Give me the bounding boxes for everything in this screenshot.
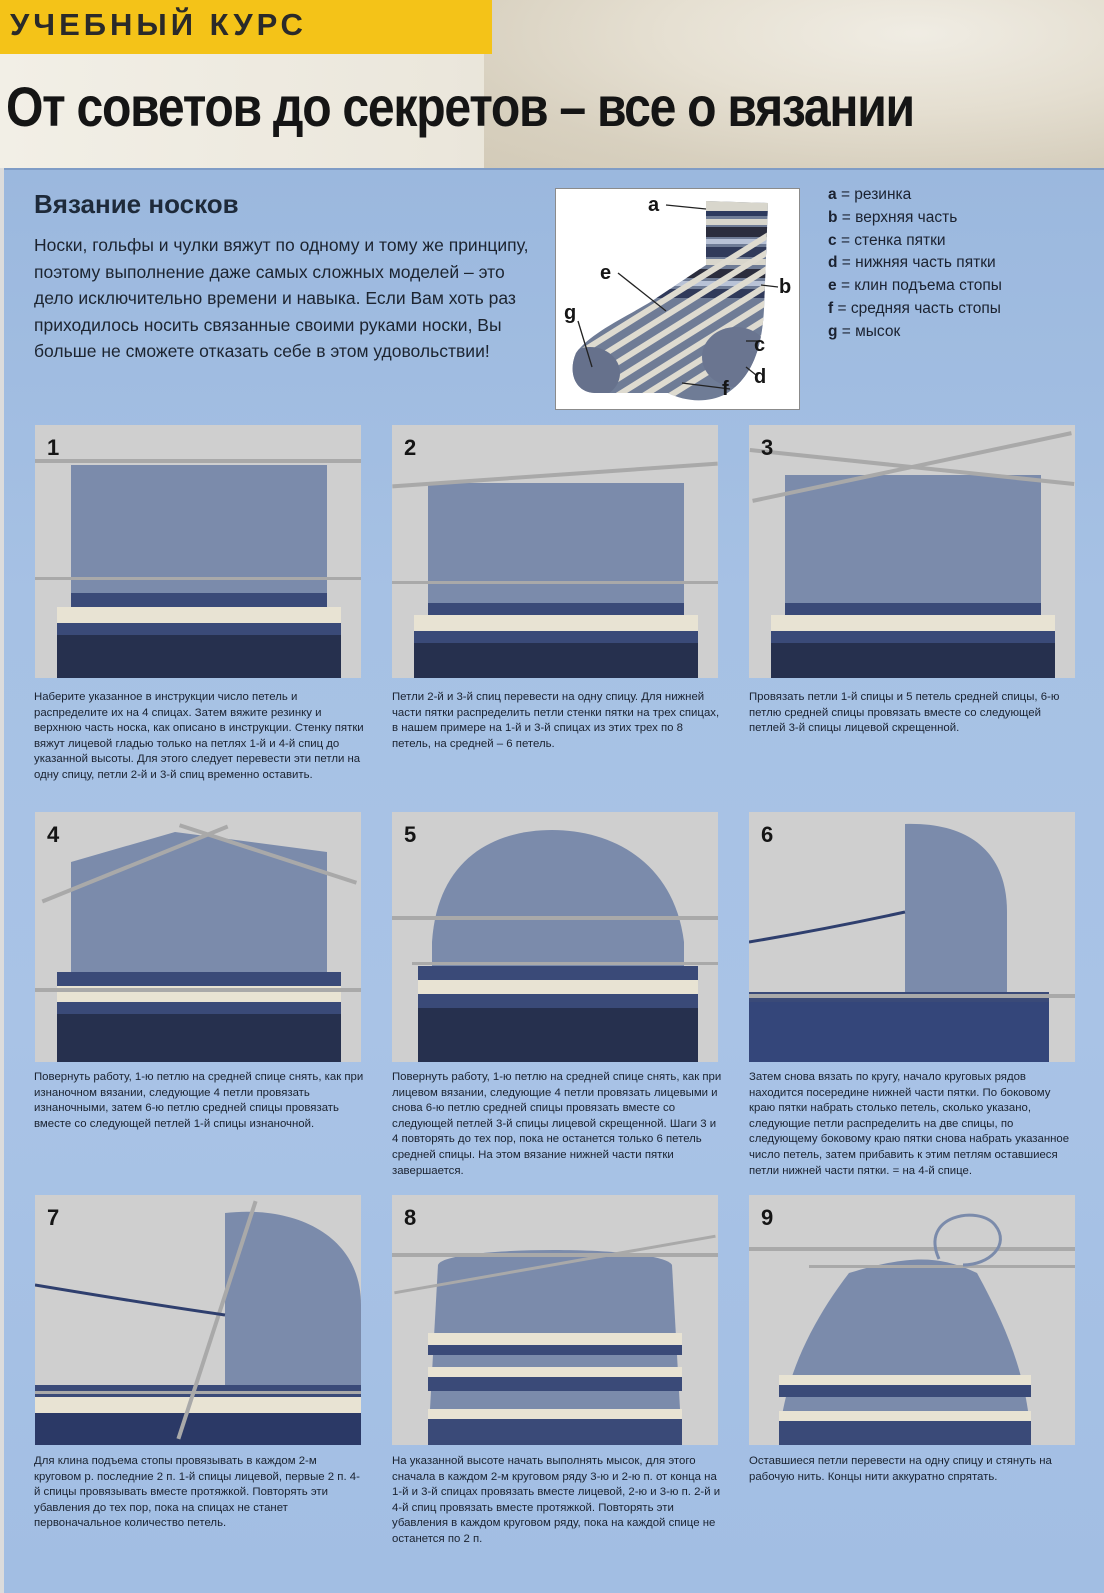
diagram-label-a: a: [648, 194, 660, 216]
legend-item: d = нижняя часть пятки: [828, 254, 996, 272]
step-caption-7: Для клина подъема стопы провязывать в каждом 2-м круговом р. последние 2 п. 1-й спицы лицевой, первые 2 п. 4-й спицы провязывать вместе протяжкой. Повторять эти убавления до тех пор, пока на спицах не станет первоначальное количество петель.: [34, 1455, 360, 1530]
legend-item: g = мысок: [828, 322, 901, 340]
legend-item: e = клин подъема стопы: [828, 277, 1002, 295]
legend-item: b = верхняя часть: [828, 208, 958, 226]
step-number: 1: [47, 435, 60, 460]
page-title: От советов до секретов – все о вязании: [6, 75, 914, 138]
step-number: 9: [761, 1205, 774, 1230]
step-number: 2: [404, 435, 417, 460]
step-caption-1: Наберите указанное в инструкции число петель и распределите их на 4 спицах. Затем вяжите резинку и верхнюю часть носка, как описано в инструкции. Стенку пятки вяжут лицевой гладью только на петлях 1-й и 4-й спиц до указанной высоты. Для этого следует перевести эти петли на одну спицу, петли 2-й и 3-й спиц временно оставить.: [34, 691, 364, 781]
step-caption-6: Затем снова вязать по кругу, начало круговых рядов находится посередине нижней части пятки. По боковому краю пятки набрать столько петель, сколько указано, следующие петли распределить на две спицы, по следующему боковому краю пятки снова набрать указанное число петель, затем прибавить к этим петлям оставшиеся петли нижней части пятки. = на 4-й спице.: [749, 1071, 1070, 1177]
step-caption-8: На указанной высоте начать выполнять мысок, для этого сначала в каждом 2-м круговом ряду 3-ю и 2-ю п. от конца на 1-й и 3-й спицах провязать вместе лицевой, 2-ю и 3-ю п. 2-й и 4-й спиц провязать вместе протяжкой. Повторять эти убавления в каждом круговом ряду, пока на каждой спице не останется по 2 п.: [392, 1455, 721, 1545]
legend-item: a = резинка: [828, 186, 912, 203]
step-caption-4: Повернуть работу, 1-ю петлю на средней спице снять, как при изнаночном вязании, следующие 4 петли провязать изнаночными, затем 6-ю петлю средней спицы провязать вместе со следующей петлей 1-й спицы изнаночной.: [34, 1071, 364, 1130]
section-title: Вязание носков: [34, 189, 239, 219]
step-photo-4: [35, 812, 361, 1062]
step-number: 8: [404, 1205, 417, 1230]
step-caption-9: Оставшиеся петли перевести на одну спицу и стянуть на рабочую нить. Концы нити аккуратно спрятать.: [749, 1455, 1052, 1483]
step-photo-6: [749, 812, 1075, 1062]
step-photo-9: [749, 1195, 1075, 1445]
sock-illustration: [556, 189, 799, 409]
step-photo-5: [392, 812, 718, 1062]
diagram-label-c: c: [754, 334, 766, 356]
diagram-label-d: d: [754, 366, 767, 388]
step-caption-2: Петли 2-й и 3-й спиц перевести на одну спицу. Для нижней части пятки распределить петли стенки пятки на трех спицах, в нашем примере на 1-й и 3-й спицах из этих трех по 8 петель, на средней – 6 петель.: [392, 691, 720, 750]
step-number: 6: [761, 822, 774, 847]
diagram-label-f: f: [722, 378, 729, 400]
step-caption-3: Провязать петли 1-й спицы и 5 петель средней спицы, 6-ю петлю средней спицы провязать вместе со следующей петлей 3-й спицы лицевой скрещенной.: [749, 691, 1060, 735]
intro-paragraph: Носки, гольфы и чулки вяжут по одному и тому же принципу, поэтому выполнение даже самых сложных моделей – это дело исключительно времени и навыка. Если Вам хоть раз приходилось носить связанные своими руками носки, Вы больше не сможете отказать себе в этом удовольствии!: [34, 235, 529, 361]
step-number: 4: [47, 822, 60, 847]
legend-item: f = средняя часть стопы: [828, 299, 1001, 317]
step-photo-8: [392, 1195, 718, 1445]
diagram-label-e: e: [600, 262, 612, 284]
step-number: 5: [404, 822, 417, 847]
step-photo-2: [392, 425, 718, 678]
step-caption-5: Повернуть работу, 1-ю петлю на средней спице снять, как при лицевом вязании, следующие 4 петли провязать лицевыми и снова 6-ю петлю средней спицы провязать вместе со следующей петлей 3-й спицы лицевой скрещенной. Шаги 3 и 4 повторять до тех пор, пока не останется только 6 петель средней спицы. На этом вязание нижней части пятки завершается.: [392, 1071, 722, 1177]
diagram-legend: [828, 184, 1088, 344]
legend-item: c = стенка пятки: [828, 231, 946, 249]
sock-diagram: [555, 188, 800, 410]
diagram-label-g: g: [564, 302, 577, 324]
step-number: 3: [761, 435, 774, 460]
step-number: 7: [47, 1205, 60, 1230]
step-photo-7: [35, 1195, 361, 1445]
course-label: УЧЕБНЫЙ КУРС: [0, 0, 492, 54]
step-photo-3: [749, 425, 1075, 678]
step-photo-1: [35, 425, 361, 678]
diagram-label-b: b: [779, 276, 792, 298]
